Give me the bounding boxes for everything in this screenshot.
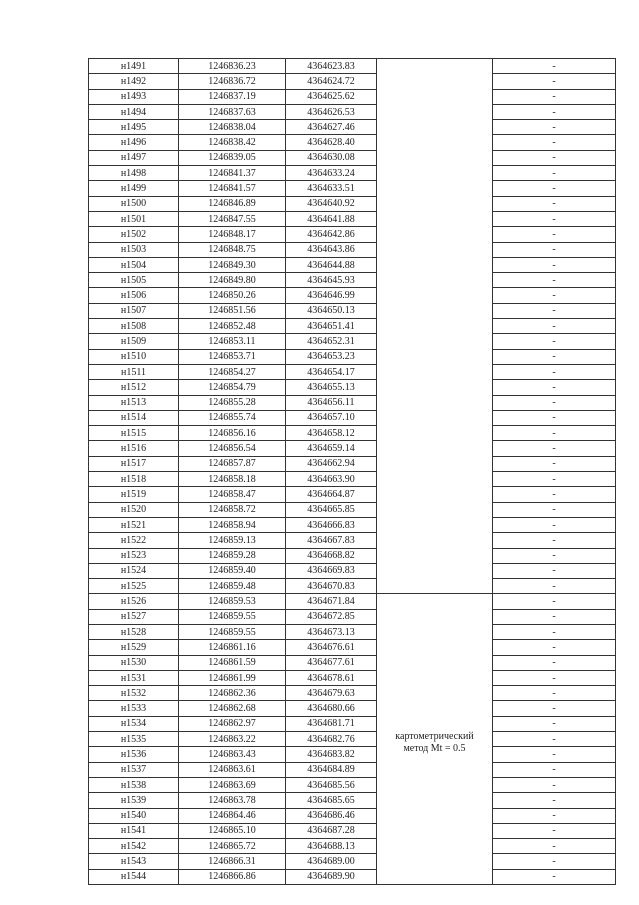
coord-x-cell: 1246858.94 [179, 517, 286, 532]
table-row [89, 303, 616, 318]
coord-x-cell: 1246865.10 [179, 823, 286, 838]
coord-x-cell: 1246858.72 [179, 502, 286, 517]
coord-y-cell: 4364630.08 [286, 150, 377, 165]
point-id-cell: н1534 [89, 716, 179, 731]
description-cell: - [493, 166, 616, 181]
table-row [89, 181, 616, 196]
table-row [89, 640, 616, 655]
point-id-cell: н1509 [89, 334, 179, 349]
table-row [89, 609, 616, 624]
description-cell: - [493, 533, 616, 548]
point-id-cell: н1531 [89, 670, 179, 685]
coord-y-cell: 4364646.99 [286, 288, 377, 303]
point-id-cell: н1523 [89, 548, 179, 563]
coord-y-cell: 4364658.12 [286, 426, 377, 441]
coord-x-cell: 1246859.48 [179, 579, 286, 594]
point-id-cell: н1533 [89, 701, 179, 716]
description-cell: - [493, 319, 616, 334]
point-id-cell: н1540 [89, 808, 179, 823]
point-id-cell: н1537 [89, 762, 179, 777]
description-cell: - [493, 777, 616, 792]
coord-y-cell: 4364627.46 [286, 120, 377, 135]
table-row [89, 533, 616, 548]
coord-x-cell: 1246864.46 [179, 808, 286, 823]
description-cell: - [493, 472, 616, 487]
description-cell: - [493, 579, 616, 594]
table-row [89, 808, 616, 823]
description-cell: - [493, 686, 616, 701]
coord-y-cell: 4364633.51 [286, 181, 377, 196]
coord-y-cell: 4364650.13 [286, 303, 377, 318]
description-cell: - [493, 89, 616, 104]
coord-y-cell: 4364640.92 [286, 196, 377, 211]
coord-x-cell: 1246866.86 [179, 869, 286, 884]
coord-y-cell: 4364644.88 [286, 257, 377, 272]
point-id-cell: н1495 [89, 120, 179, 135]
coord-y-cell: 4364673.13 [286, 624, 377, 639]
table-row [89, 273, 616, 288]
coord-x-cell: 1246853.11 [179, 334, 286, 349]
coord-y-cell: 4364685.65 [286, 793, 377, 808]
table-row [89, 59, 616, 74]
coord-x-cell: 1246854.27 [179, 364, 286, 379]
coord-y-cell: 4364677.61 [286, 655, 377, 670]
table-row [89, 135, 616, 150]
point-id-cell: н1527 [89, 609, 179, 624]
description-cell: - [493, 257, 616, 272]
point-id-cell: н1497 [89, 150, 179, 165]
table-row [89, 89, 616, 104]
table-row [89, 823, 616, 838]
point-id-cell: н1519 [89, 487, 179, 502]
table-row [89, 686, 616, 701]
coord-x-cell: 1246859.28 [179, 548, 286, 563]
point-id-cell: н1538 [89, 777, 179, 792]
coord-y-cell: 4364663.90 [286, 472, 377, 487]
table-row [89, 364, 616, 379]
description-cell: - [493, 227, 616, 242]
table-row [89, 410, 616, 425]
table-row [89, 701, 616, 716]
point-id-cell: н1532 [89, 686, 179, 701]
coord-x-cell: 1246861.16 [179, 640, 286, 655]
coord-x-cell: 1246853.71 [179, 349, 286, 364]
table-row [89, 472, 616, 487]
description-cell: - [493, 349, 616, 364]
coord-x-cell: 1246856.54 [179, 441, 286, 456]
description-cell: - [493, 670, 616, 685]
coord-x-cell: 1246837.63 [179, 104, 286, 119]
description-cell: - [493, 701, 616, 716]
coord-x-cell: 1246861.99 [179, 670, 286, 685]
point-id-cell: н1536 [89, 747, 179, 762]
description-cell: - [493, 456, 616, 471]
coord-x-cell: 1246859.13 [179, 533, 286, 548]
coord-x-cell: 1246857.87 [179, 456, 286, 471]
coord-y-cell: 4364659.14 [286, 441, 377, 456]
coord-x-cell: 1246841.57 [179, 181, 286, 196]
coord-y-cell: 4364684.89 [286, 762, 377, 777]
coord-y-cell: 4364678.61 [286, 670, 377, 685]
coord-x-cell: 1246849.80 [179, 273, 286, 288]
coord-x-cell: 1246851.56 [179, 303, 286, 318]
point-id-cell: н1493 [89, 89, 179, 104]
description-cell: - [493, 426, 616, 441]
table-row [89, 166, 616, 181]
table-row [89, 624, 616, 639]
table-row [89, 104, 616, 119]
point-id-cell: н1513 [89, 395, 179, 410]
coord-y-cell: 4364645.93 [286, 273, 377, 288]
description-cell: - [493, 181, 616, 196]
description-cell: - [493, 441, 616, 456]
description-cell: - [493, 839, 616, 854]
coord-x-cell: 1246837.19 [179, 89, 286, 104]
point-id-cell: н1516 [89, 441, 179, 456]
point-id-cell: н1535 [89, 732, 179, 747]
description-cell: - [493, 548, 616, 563]
coord-y-cell: 4364682.76 [286, 732, 377, 747]
point-id-cell: н1506 [89, 288, 179, 303]
table-row [89, 441, 616, 456]
method-cell [377, 594, 493, 885]
description-cell: - [493, 395, 616, 410]
table-row [89, 869, 616, 884]
description-cell: - [493, 655, 616, 670]
table-row [89, 74, 616, 89]
coord-x-cell: 1246855.28 [179, 395, 286, 410]
description-cell: - [493, 242, 616, 257]
point-id-cell: н1541 [89, 823, 179, 838]
coord-x-cell: 1246836.23 [179, 59, 286, 74]
description-cell: - [493, 288, 616, 303]
table-row [89, 517, 616, 532]
point-id-cell: н1511 [89, 364, 179, 379]
table-row [89, 502, 616, 517]
description-cell: - [493, 502, 616, 517]
coord-x-cell: 1246854.79 [179, 380, 286, 395]
coord-x-cell: 1246848.75 [179, 242, 286, 257]
coord-y-cell: 4364688.13 [286, 839, 377, 854]
coord-y-cell: 4364687.28 [286, 823, 377, 838]
coord-x-cell: 1246849.30 [179, 257, 286, 272]
point-id-cell: н1522 [89, 533, 179, 548]
point-id-cell: н1499 [89, 181, 179, 196]
coord-x-cell: 1246855.74 [179, 410, 286, 425]
description-cell: - [493, 104, 616, 119]
table-row [89, 548, 616, 563]
point-id-cell: н1528 [89, 624, 179, 639]
coord-y-cell: 4364689.00 [286, 854, 377, 869]
point-id-cell: н1510 [89, 349, 179, 364]
coord-y-cell: 4364642.86 [286, 227, 377, 242]
table-row [89, 594, 616, 609]
point-id-cell: н1526 [89, 594, 179, 609]
coord-x-cell: 1246862.36 [179, 686, 286, 701]
point-id-cell: н1496 [89, 135, 179, 150]
table-row [89, 793, 616, 808]
point-id-cell: н1492 [89, 74, 179, 89]
table-row [89, 777, 616, 792]
point-id-cell: н1517 [89, 456, 179, 471]
description-cell: - [493, 823, 616, 838]
coord-y-cell: 4364624.72 [286, 74, 377, 89]
point-id-cell: н1505 [89, 273, 179, 288]
coord-y-cell: 4364686.46 [286, 808, 377, 823]
coord-y-cell: 4364623.83 [286, 59, 377, 74]
coord-x-cell: 1246859.40 [179, 563, 286, 578]
description-cell: - [493, 334, 616, 349]
coord-y-cell: 4364670.83 [286, 579, 377, 594]
coord-x-cell: 1246863.61 [179, 762, 286, 777]
description-cell: - [493, 854, 616, 869]
table-row [89, 655, 616, 670]
coord-y-cell: 4364628.40 [286, 135, 377, 150]
point-id-cell: н1544 [89, 869, 179, 884]
description-cell: - [493, 380, 616, 395]
point-id-cell: н1543 [89, 854, 179, 869]
coord-x-cell: 1246861.59 [179, 655, 286, 670]
coord-x-cell: 1246836.72 [179, 74, 286, 89]
coord-x-cell: 1246858.47 [179, 487, 286, 502]
coord-y-cell: 4364652.31 [286, 334, 377, 349]
coord-x-cell: 1246850.26 [179, 288, 286, 303]
coord-y-cell: 4364683.82 [286, 747, 377, 762]
description-cell: - [493, 59, 616, 74]
point-id-cell: н1507 [89, 303, 179, 318]
point-id-cell: н1504 [89, 257, 179, 272]
coord-y-cell: 4364681.71 [286, 716, 377, 731]
description-cell: - [493, 273, 616, 288]
table-row [89, 487, 616, 502]
table-row [89, 395, 616, 410]
point-id-cell: н1520 [89, 502, 179, 517]
description-cell: - [493, 808, 616, 823]
coord-x-cell: 1246859.55 [179, 624, 286, 639]
point-id-cell: н1491 [89, 59, 179, 74]
point-id-cell: н1524 [89, 563, 179, 578]
table-row [89, 563, 616, 578]
coord-x-cell: 1246841.37 [179, 166, 286, 181]
coord-y-cell: 4364656.11 [286, 395, 377, 410]
coord-y-cell: 4364667.83 [286, 533, 377, 548]
coord-x-cell: 1246862.68 [179, 701, 286, 716]
coord-x-cell: 1246848.17 [179, 227, 286, 242]
coord-y-cell: 4364664.87 [286, 487, 377, 502]
coord-y-cell: 4364654.17 [286, 364, 377, 379]
point-id-cell: н1500 [89, 196, 179, 211]
point-id-cell: н1501 [89, 211, 179, 226]
coord-x-cell: 1246839.05 [179, 150, 286, 165]
table-row [89, 242, 616, 257]
point-id-cell: н1521 [89, 517, 179, 532]
description-cell: - [493, 120, 616, 135]
point-id-cell: н1529 [89, 640, 179, 655]
point-id-cell: н1530 [89, 655, 179, 670]
coord-y-cell: 4364671.84 [286, 594, 377, 609]
description-cell: - [493, 762, 616, 777]
table-row [89, 319, 616, 334]
coord-y-cell: 4364668.82 [286, 548, 377, 563]
table-row [89, 257, 616, 272]
coord-y-cell: 4364651.41 [286, 319, 377, 334]
description-cell: - [493, 487, 616, 502]
description-cell: - [493, 609, 616, 624]
table-row [89, 747, 616, 762]
table-row [89, 196, 616, 211]
coord-x-cell: 1246859.55 [179, 609, 286, 624]
description-cell: - [493, 732, 616, 747]
description-cell: - [493, 716, 616, 731]
coord-y-cell: 4364625.62 [286, 89, 377, 104]
description-cell: - [493, 410, 616, 425]
coord-y-cell: 4364655.13 [286, 380, 377, 395]
coordinates-table [88, 58, 616, 885]
point-id-cell: н1542 [89, 839, 179, 854]
coord-x-cell: 1246847.55 [179, 211, 286, 226]
description-cell: - [493, 624, 616, 639]
coord-y-cell: 4364680.66 [286, 701, 377, 716]
point-id-cell: н1498 [89, 166, 179, 181]
coord-x-cell: 1246838.42 [179, 135, 286, 150]
table-row [89, 288, 616, 303]
table-row [89, 211, 616, 226]
description-cell: - [493, 135, 616, 150]
coord-x-cell: 1246863.78 [179, 793, 286, 808]
point-id-cell: н1515 [89, 426, 179, 441]
description-cell: - [493, 594, 616, 609]
table-row [89, 334, 616, 349]
description-cell: - [493, 869, 616, 884]
table-row [89, 839, 616, 854]
description-cell: - [493, 303, 616, 318]
description-cell: - [493, 74, 616, 89]
coord-y-cell: 4364669.83 [286, 563, 377, 578]
description-cell: - [493, 150, 616, 165]
coord-y-cell: 4364676.61 [286, 640, 377, 655]
table-row [89, 120, 616, 135]
coordinates-table-body [89, 59, 616, 885]
table-row [89, 380, 616, 395]
description-cell: - [493, 196, 616, 211]
point-id-cell: н1518 [89, 472, 179, 487]
table-row [89, 426, 616, 441]
point-id-cell: н1502 [89, 227, 179, 242]
coord-y-cell: 4364685.56 [286, 777, 377, 792]
coord-y-cell: 4364653.23 [286, 349, 377, 364]
table-row [89, 579, 616, 594]
coord-x-cell: 1246838.04 [179, 120, 286, 135]
description-cell: - [493, 747, 616, 762]
point-id-cell: н1539 [89, 793, 179, 808]
table-row [89, 670, 616, 685]
coord-y-cell: 4364662.94 [286, 456, 377, 471]
point-id-cell: н1525 [89, 579, 179, 594]
description-cell: - [493, 517, 616, 532]
description-cell: - [493, 793, 616, 808]
table-row [89, 716, 616, 731]
description-cell: - [493, 211, 616, 226]
coord-y-cell: 4364643.86 [286, 242, 377, 257]
coord-y-cell: 4364679.63 [286, 686, 377, 701]
coord-x-cell: 1246863.69 [179, 777, 286, 792]
coord-y-cell: 4364626.53 [286, 104, 377, 119]
coord-x-cell: 1246862.97 [179, 716, 286, 731]
coord-x-cell: 1246846.89 [179, 196, 286, 211]
description-cell: - [493, 364, 616, 379]
table-row [89, 227, 616, 242]
point-id-cell: н1503 [89, 242, 179, 257]
table-row [89, 732, 616, 747]
point-id-cell: н1514 [89, 410, 179, 425]
coord-x-cell: 1246866.31 [179, 854, 286, 869]
description-cell: - [493, 563, 616, 578]
description-cell: - [493, 640, 616, 655]
coord-x-cell: 1246852.48 [179, 319, 286, 334]
coord-y-cell: 4364657.10 [286, 410, 377, 425]
method-accuracy-text: метод Mt = 0.5 [403, 743, 466, 755]
coord-y-cell: 4364672.85 [286, 609, 377, 624]
coord-y-cell: 4364665.85 [286, 502, 377, 517]
table-row [89, 349, 616, 364]
table-row [89, 854, 616, 869]
method-name-text: картометрический [395, 731, 474, 743]
table-row [89, 150, 616, 165]
point-id-cell: н1512 [89, 380, 179, 395]
coord-x-cell: 1246856.16 [179, 426, 286, 441]
point-id-cell: н1494 [89, 104, 179, 119]
coord-y-cell: 4364633.24 [286, 166, 377, 181]
coord-x-cell: 1246863.22 [179, 732, 286, 747]
coord-y-cell: 4364666.83 [286, 517, 377, 532]
table-row [89, 456, 616, 471]
coord-x-cell: 1246858.18 [179, 472, 286, 487]
coord-x-cell: 1246863.43 [179, 747, 286, 762]
table-row [89, 762, 616, 777]
point-id-cell: н1508 [89, 319, 179, 334]
coord-y-cell: 4364689.90 [286, 869, 377, 884]
method-cell-empty [377, 59, 493, 594]
coord-x-cell: 1246859.53 [179, 594, 286, 609]
coord-y-cell: 4364641.88 [286, 211, 377, 226]
coord-x-cell: 1246865.72 [179, 839, 286, 854]
